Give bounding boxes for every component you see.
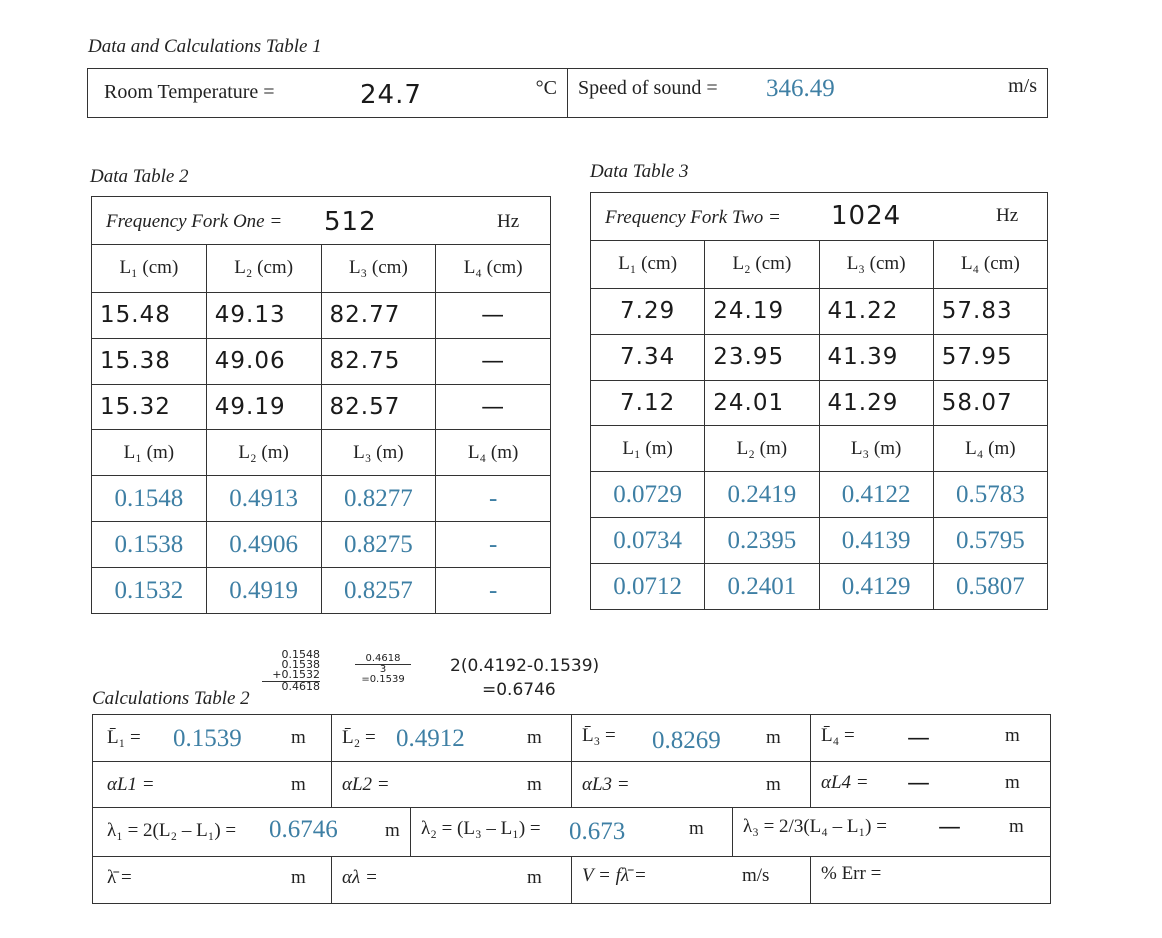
t3-cm-r2-c2: 23.95: [705, 334, 819, 380]
t3-m-r2-c4: 0.5795: [933, 518, 1047, 564]
lambda2-value: 0.673: [569, 818, 626, 846]
fork-one-value: 512: [324, 207, 377, 237]
t2-cm-header-3: L₃ (cm): [321, 244, 436, 292]
lambda3-label: λ₃ = 2/3(L₄ – L₁) =: [743, 816, 887, 838]
lambda-line-2: =0.6746: [482, 680, 556, 700]
t2-cm-r1-c4: —: [436, 292, 551, 338]
t2-m-header-4: L₄ (m): [436, 430, 551, 476]
div-line-2: 3: [379, 664, 387, 675]
alpha-l3-unit: m: [766, 773, 781, 795]
mean-l3-unit: m: [766, 727, 781, 748]
table1: [87, 68, 1048, 118]
fork-two-unit: Hz: [996, 205, 1019, 226]
mean-lambda-unit: m: [291, 867, 306, 889]
calc-row-wavelengths: [93, 808, 1051, 857]
table-row: [92, 568, 551, 614]
lambda3-value: —: [938, 814, 962, 841]
room-temp-unit: °C: [535, 77, 557, 99]
fork-two-row: [591, 193, 1048, 241]
data-table-2: [91, 196, 551, 614]
lambda2-cell: [411, 808, 733, 857]
mean-lambda-cell: [93, 857, 332, 904]
lambda2-label: λ₂ = (L₃ – L₁) =: [421, 818, 541, 840]
t2-cm-r2-c3: 82.75: [321, 338, 436, 384]
table-row: [92, 292, 551, 338]
t2-m-r1-c3: 0.8277: [321, 476, 436, 522]
mean-l2-cell: [332, 715, 572, 762]
t2-cm-r1-c2: 49.13: [206, 292, 321, 338]
t2-cm-r2-c4: —: [436, 338, 551, 384]
fork-one-label: Frequency Fork One =: [106, 211, 283, 232]
velocity-cell: [572, 857, 811, 904]
mean-l2-label: L̄₂ =: [342, 727, 376, 748]
t2-cm-r3-c2: 49.19: [206, 384, 321, 430]
t3-cm-header-3: L₃ (cm): [819, 240, 933, 288]
table-row: [591, 564, 1048, 610]
t3-m-r3-c3: 0.4129: [819, 564, 933, 610]
t3-cm-r1-c4: 57.83: [933, 288, 1047, 334]
t3-cm-header-2: L₂ (cm): [705, 240, 819, 288]
alpha-l1-cell: [93, 761, 332, 808]
lambda2-unit: m: [689, 818, 704, 840]
t3-m-r1-c1: 0.0729: [591, 472, 705, 518]
speed-value: 346.49: [766, 75, 835, 102]
fork-one-row: [92, 197, 551, 245]
t2-m-r2-c1: 0.1538: [92, 522, 207, 568]
table1-title: Data and Calculations Table 1: [88, 36, 322, 57]
table-row: [591, 380, 1048, 426]
t2-cm-r3-c4: —: [436, 384, 551, 430]
calculations-table-2: [92, 714, 1051, 904]
t3-cm-r3-c3: 41.29: [819, 380, 933, 426]
velocity-unit: m/s: [742, 865, 770, 887]
table-row: [591, 288, 1048, 334]
alpha-l2-cell: [332, 761, 572, 808]
alpha-l4-cell: [811, 761, 1051, 808]
table-row: [591, 472, 1048, 518]
mean-l1-cell: [93, 715, 332, 762]
sum-line-4: 0.4618: [262, 681, 320, 692]
t2-cm-r2-c2: 49.06: [206, 338, 321, 384]
t3-m-r1-c3: 0.4122: [819, 472, 933, 518]
t3-cm-r2-c1: 7.34: [591, 334, 705, 380]
t3-cm-r3-c1: 7.12: [591, 380, 705, 426]
calc-row-means: [93, 715, 1051, 762]
lambda-line-1: 2(0.4192-0.1539): [450, 656, 600, 676]
alpha-lambda-cell: [332, 857, 572, 904]
alpha-l4-label: αL4 =: [821, 771, 869, 793]
mean-l1-label: L̄₁ =: [107, 727, 141, 748]
t3-m-header-4: L₄ (m): [933, 426, 1047, 472]
alpha-l4-value: —: [907, 769, 931, 796]
t3-cm-r1-c1: 7.29: [591, 288, 705, 334]
mean-l2-value: 0.4912: [396, 725, 465, 752]
t2-m-r3-c4: -: [436, 568, 551, 614]
alpha-l3-label: αL3 =: [582, 773, 630, 795]
fork-two-value: 1024: [831, 201, 902, 231]
lambda1-value: 0.6746: [269, 816, 338, 844]
t3-cm-r3-c2: 24.01: [705, 380, 819, 426]
velocity-label: V = fλ̄ =: [582, 865, 647, 887]
mean-l3-value: 0.8269: [652, 727, 721, 754]
t2-m-r1-c4: -: [436, 476, 551, 522]
lambda3-cell: [733, 808, 1051, 857]
t3-cm-header-1: L₁ (cm): [591, 240, 705, 288]
t2-m-header-1: L₁ (m): [92, 430, 207, 476]
fork-one-unit: Hz: [497, 211, 520, 232]
t2-m-r3-c1: 0.1532: [92, 568, 207, 614]
mean-l3-cell: [572, 715, 811, 762]
mean-l4-cell: [811, 715, 1051, 762]
mean-l3-label: L̄₃ =: [582, 725, 616, 746]
sum-line-3: +0.1532: [272, 668, 320, 681]
handwritten-sum-note: [262, 650, 320, 692]
calc-row-results: [93, 857, 1051, 904]
percent-error-label: % Err =: [821, 863, 882, 885]
t3-cm-r2-c4: 57.95: [933, 334, 1047, 380]
t2-cm-header-2: L₂ (cm): [206, 244, 321, 292]
lambda1-cell: [93, 808, 411, 857]
speed-label: Speed of sound =: [578, 77, 718, 99]
alpha-lambda-label: αλ =: [342, 867, 378, 889]
calc-row-uncertainty: [93, 761, 1051, 808]
t3-m-r2-c1: 0.0734: [591, 518, 705, 564]
alpha-l2-label: αL2 =: [342, 773, 390, 795]
table-row: [92, 476, 551, 522]
t2-m-r1-c2: 0.4913: [206, 476, 321, 522]
alpha-l4-unit: m: [1005, 771, 1020, 793]
mean-l4-value: —: [907, 725, 931, 751]
t3-cm-header-4: L₄ (cm): [933, 240, 1047, 288]
alpha-l1-label: αL1 =: [107, 773, 155, 795]
t3-m-r1-c4: 0.5783: [933, 472, 1047, 518]
t2-m-r2-c2: 0.4906: [206, 522, 321, 568]
mean-l2-unit: m: [527, 727, 542, 748]
t2-m-header-2: L₂ (m): [206, 430, 321, 476]
lambda3-unit: m: [1009, 816, 1024, 838]
t3-cm-r2-c3: 41.39: [819, 334, 933, 380]
mean-l4-label: L̄₄ =: [821, 725, 855, 746]
room-temp-label: Room Temperature =: [104, 81, 275, 103]
t2-m-r3-c2: 0.4919: [206, 568, 321, 614]
t2-cm-r2-c1: 15.38: [92, 338, 207, 384]
alpha-l3-cell: [572, 761, 811, 808]
t2-cm-header-4: L₄ (cm): [436, 244, 551, 292]
t3-m-header-2: L₂ (m): [705, 426, 819, 472]
table-row: [92, 522, 551, 568]
t3-m-r3-c1: 0.0712: [591, 564, 705, 610]
t3-m-r3-c2: 0.2401: [705, 564, 819, 610]
t2-cm-r1-c3: 82.77: [321, 292, 436, 338]
handwritten-division-note: [355, 654, 411, 685]
alpha-l2-unit: m: [527, 773, 542, 795]
lambda1-label: λ₁ = 2(L₂ – L₁) =: [107, 820, 237, 842]
table3-title: Data Table 3: [590, 161, 689, 182]
table-row: [591, 334, 1048, 380]
t3-m-r2-c2: 0.2395: [705, 518, 819, 564]
sum-line-1: 0.1548: [281, 648, 320, 661]
table-row: [92, 338, 551, 384]
alpha-l1-unit: m: [291, 773, 306, 795]
t3-m-header-1: L₁ (m): [591, 426, 705, 472]
t2-m-r2-c4: -: [436, 522, 551, 568]
mean-lambda-label: λ̄ =: [107, 867, 132, 889]
t2-m-header-3: L₃ (m): [321, 430, 436, 476]
handwritten-lambda-note: [450, 654, 599, 702]
t2-cm-header-1: L₁ (cm): [92, 244, 207, 292]
room-temp-value: 24.7: [360, 80, 422, 110]
t3-m-r2-c3: 0.4139: [819, 518, 933, 564]
sum-line-2: 0.1538: [281, 658, 320, 671]
speed-of-sound-cell: [568, 69, 1048, 118]
t3-m-header-3: L₃ (m): [819, 426, 933, 472]
t2-cm-r1-c1: 15.48: [92, 292, 207, 338]
alpha-lambda-unit: m: [527, 867, 542, 889]
div-line-3: =0.1539: [361, 674, 405, 685]
table-row: [591, 518, 1048, 564]
percent-error-cell: [811, 857, 1051, 904]
room-temperature-cell: [88, 69, 568, 118]
speed-unit: m/s: [1008, 75, 1037, 97]
t2-cm-r3-c1: 15.32: [92, 384, 207, 430]
t3-cm-r3-c4: 58.07: [933, 380, 1047, 426]
t3-m-r3-c4: 0.5807: [933, 564, 1047, 610]
table2-title: Data Table 2: [90, 166, 189, 187]
t2-m-r3-c3: 0.8257: [321, 568, 436, 614]
mean-l1-value: 0.1539: [173, 725, 242, 752]
t3-m-r1-c2: 0.2419: [705, 472, 819, 518]
calc-table-title: Calculations Table 2: [92, 688, 250, 709]
t3-cm-r1-c2: 24.19: [705, 288, 819, 334]
lambda1-unit: m: [385, 820, 400, 842]
mean-l1-unit: m: [291, 727, 306, 748]
t2-m-r1-c1: 0.1548: [92, 476, 207, 522]
data-table-3: [590, 192, 1048, 610]
mean-l4-unit: m: [1005, 725, 1020, 746]
t3-cm-r1-c3: 41.22: [819, 288, 933, 334]
table-row: [92, 384, 551, 430]
fork-two-label: Frequency Fork Two =: [605, 207, 781, 228]
t2-m-r2-c3: 0.8275: [321, 522, 436, 568]
div-line-1: 0.4618: [355, 654, 411, 665]
t2-cm-r3-c3: 82.57: [321, 384, 436, 430]
